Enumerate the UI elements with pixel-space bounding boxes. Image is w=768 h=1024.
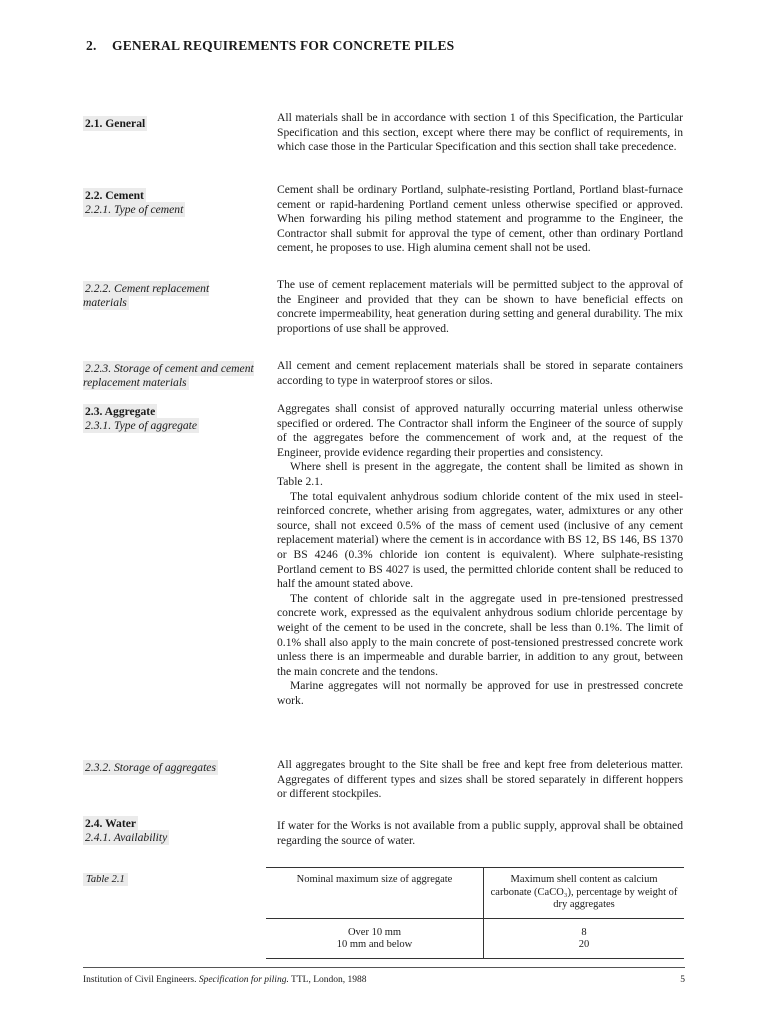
footer-citation [83, 975, 367, 985]
section-heading: 2.2. Cement [85, 189, 144, 202]
paragraph: Where shell is present in the aggregate, the content shall be limited as shown in Table 2.1. [277, 460, 683, 488]
table-row [266, 918, 684, 958]
table-cell: Over 10 mm 10 mm and below [336, 926, 413, 950]
paragraph: Marine aggregates will not normally be approved for use in prestressed concrete work. [277, 679, 683, 707]
section-body [277, 359, 683, 388]
subsection-heading: 2.2.1. Type of cement [85, 203, 184, 216]
section-label [83, 189, 263, 217]
section-body [277, 183, 683, 256]
footer-rule [83, 967, 685, 968]
section-label [83, 117, 263, 131]
footer-imprint: TTL, London, 1988 [291, 975, 367, 985]
paragraph: The use of cement replacement materials will be permitted subject to the approval of the Engineer and provided that they can be shown to have beneficial effects on concrete impermeability, heat generation during setting and general durability. The mix proportions of use shall be approved. [277, 278, 683, 335]
paragraph: All cement and cement replacement materials shall be stored in separate containers according to type in waterproof stores or silos. [277, 359, 683, 387]
footer-work: Specification for piling. [198, 975, 289, 985]
page-title [86, 38, 454, 54]
section-label [83, 362, 261, 390]
paragraph: All aggregates brought to the Site shall be free and kept free from deleterious matter. Aggregates of different types and sizes shall be stored separately in different hoppers or different stockpiles. [277, 758, 683, 801]
page-number: 5 [680, 975, 685, 985]
shell-content-table [266, 867, 684, 959]
subsection-heading: 2.2.3. Storage of cement and cement replacement materials [83, 362, 254, 389]
section-heading: 2.3. Aggregate [85, 405, 156, 418]
column-header: Nominal maximum size of aggregate [296, 874, 453, 885]
subsection-heading: 2.3.2. Storage of aggregates [85, 761, 216, 774]
section-body [277, 758, 683, 802]
paragraph: If water for the Works is not available from a public supply, approval shall be obtained regarding the source of water. [277, 819, 683, 847]
section-label [83, 282, 253, 310]
paragraph: The content of chloride salt in the aggregate used in pre-tensioned prestressed concrete work, expressed as the equivalent anhydrous sodium chloride percentage by weight of the cement to be used in the concrete, shall be less than 0.1%. The limit of 0.1% shall also apply to the main concrete of post-tensioned prestressed concrete work unless there is an impermeable and durable barrier, in addition to any grout, between the main concrete and the tendons. [277, 591, 683, 678]
column-header: Maximum shell content as calcium carbonate (CaCO₃), percentage by weight of dry aggregates [484, 868, 685, 919]
table-label [83, 874, 128, 885]
section-body [277, 819, 683, 848]
subsection-heading: 2.3.1. Type of aggregate [85, 419, 198, 432]
subsection-heading: 2.4.1. Availability [85, 831, 168, 844]
chapter-title: GENERAL REQUIREMENTS FOR CONCRETE PILES [112, 38, 455, 53]
footer-publisher: Institution of Civil Engineers. [83, 975, 197, 985]
section-body [277, 111, 683, 155]
table-cell: 8 20 [484, 918, 685, 958]
section-label [83, 405, 263, 433]
section-body [277, 402, 683, 708]
paragraph: All materials shall be in accordance with section 1 of this Specification, the Particular Specification and this section, except where there may be conflict of requirements, in which case those in the Particular Specification and this section shall take precedence. [277, 111, 683, 154]
paragraph: The total equivalent anhydrous sodium chloride content of the mix used in steel-reinforced concrete, whether arising from aggregates, water, admixtures or any other source, shall not exceed 0.5% of the mass of cement used (inclusive of any cement replacement material) where the cement is in accordance with BS 12, BS 146, BS 1370 or BS 4246 (0.3% chloride ion content is equivalent). Where sulphate-resisting Portland cement to BS 4027 is used, the permitted chloride content shall be reduced to half the amount stated above. [277, 489, 683, 591]
page-footer [83, 975, 685, 985]
section-label [83, 817, 263, 845]
section-body [277, 278, 683, 336]
subsection-heading: 2.2.2. Cement replacement materials [83, 282, 210, 309]
paragraph: Aggregates shall consist of approved naturally occurring material unless otherwise specified or ordered. The Contractor shall inform the Engineer of the source of supply of the aggregates before the commencement of work and, at the request of the Engineer, provide evidence regarding their properties and consistency. [277, 402, 683, 459]
paragraph: Cement shall be ordinary Portland, sulphate-resisting Portland, Portland blast-furnace cement or rapid-hardening Portland cement unless otherwise specified or approved. When forwarding his piling method statement and programme to the Engineer, the Contractor shall submit for approval the type of cement, other than ordinary Portland cement, he proposes to use. High alumina cement shall not be used. [277, 183, 683, 255]
section-heading: 2.1. General [85, 117, 146, 130]
table-caption: Table 2.1 [83, 873, 128, 886]
section-label [83, 761, 263, 775]
section-heading: 2.4. Water [85, 817, 136, 830]
chapter-number: 2. [86, 38, 97, 53]
table-header-row [266, 868, 684, 919]
